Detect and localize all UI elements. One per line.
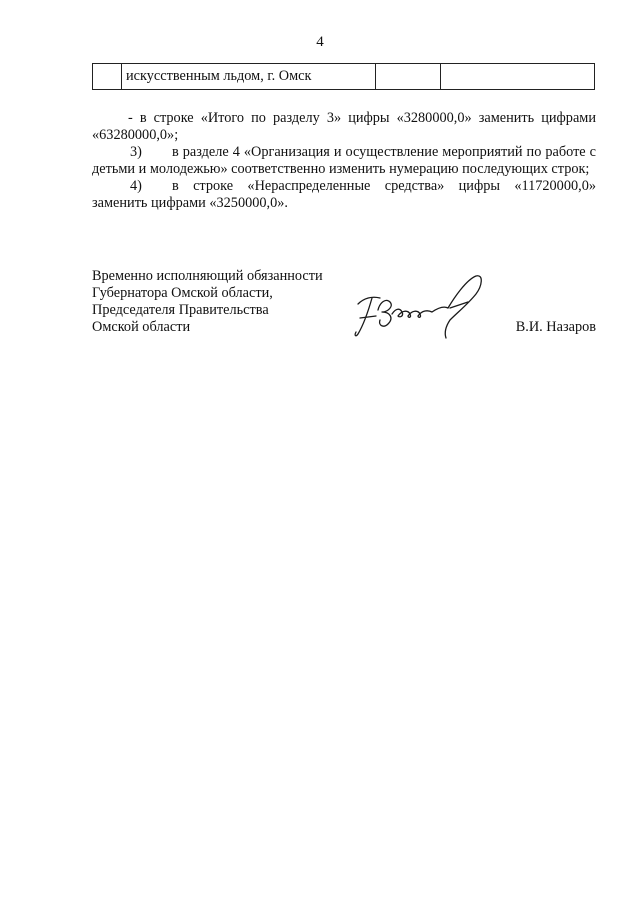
paragraph-item-3 xyxy=(92,144,596,178)
table-cell-name: искусственным льдом, г. Омск xyxy=(122,64,376,90)
amendment-text xyxy=(92,110,596,212)
item-text: в строке «Нераспределенные средства» цифры «11720000,0» заменить цифрами «3250000,0». xyxy=(92,178,596,211)
item-number: 4) xyxy=(130,178,142,194)
item-text: в разделе 4 «Организация и осуществление мероприятий по работе с детьми и молодежью» соответственно изменить нумерацию последующих строк; xyxy=(92,144,596,177)
signer-title-line: Губернатора Омской области, xyxy=(92,285,273,301)
item-number: 3) xyxy=(130,144,142,160)
paragraph-total-section-3: - в строке «Итого по разделу 3» цифры «3280000,0» заменить цифрами «63280000,0»; xyxy=(92,110,596,143)
paragraph-item-4 xyxy=(92,178,596,212)
signer-title-line: Временно исполняющий обязанности xyxy=(92,268,323,284)
signer-title xyxy=(92,268,323,336)
table-cell-number xyxy=(93,64,122,90)
table-row xyxy=(93,64,595,90)
continued-table xyxy=(92,63,595,90)
signer-name: В.И. Назаров xyxy=(515,319,596,335)
page-number: 4 xyxy=(316,34,324,50)
signature-block xyxy=(92,268,596,348)
table-cell-3 xyxy=(376,64,441,90)
signer-title-line: Председателя Правительства xyxy=(92,302,269,318)
signer-title-line: Омской области xyxy=(92,319,191,335)
handwritten-signature xyxy=(350,268,490,340)
table-cell-4 xyxy=(441,64,595,90)
